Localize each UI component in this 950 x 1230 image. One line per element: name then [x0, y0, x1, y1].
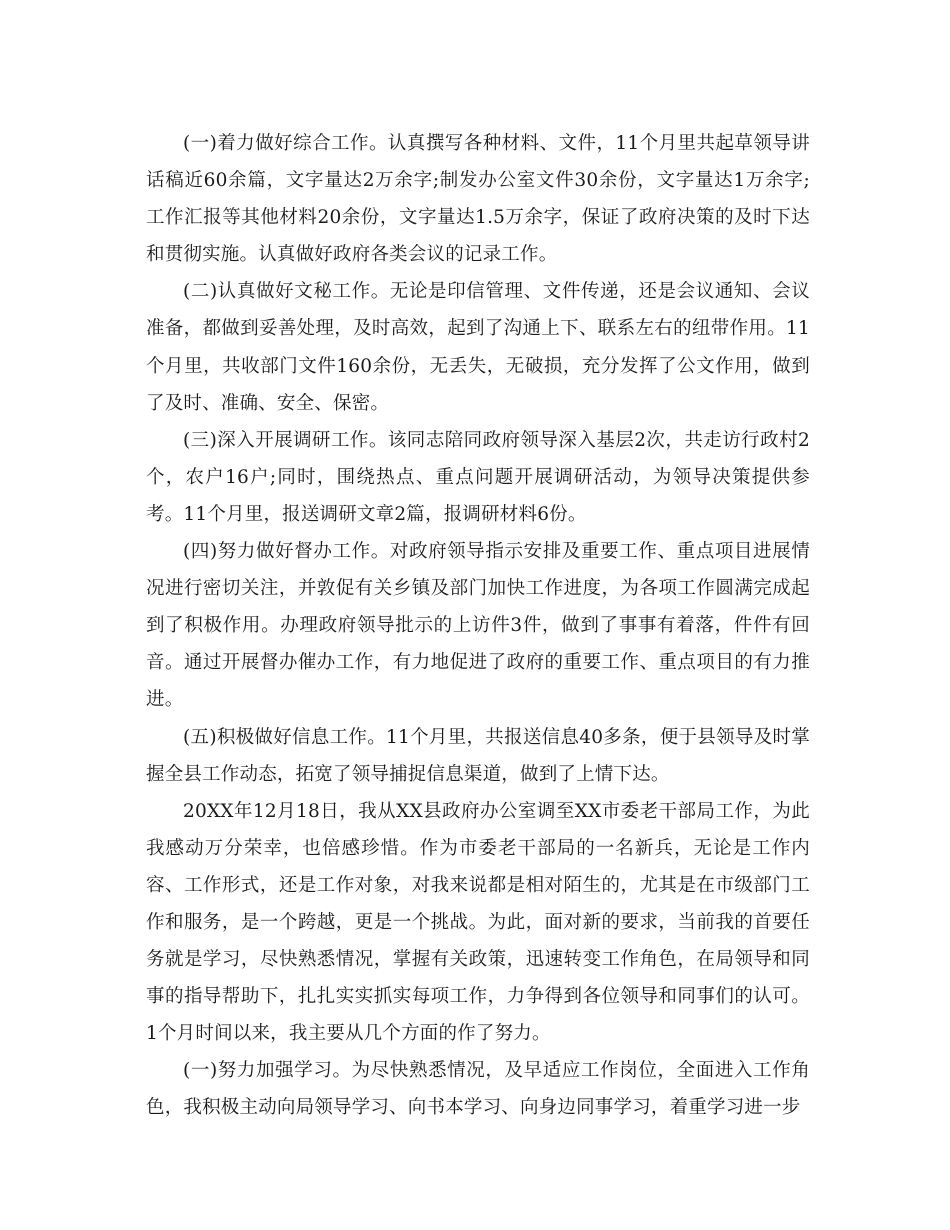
paragraph-supervision-work: (四)努力做好督办工作。对政府领导指示安排及重要工作、重点项目进展情况进行密切关注，并敦促有关乡镇及部门加快工作进度，为各项工作圆满完成起到了积极作用。办理政府领导批示的上访件3件，做到了事事有着落，件件有回音。通过开展督办催办工作，有力地促进了政府的重要工作、重点项目的有力推进。 — [146, 541, 810, 711]
paragraph-research-work: (三)深入开展调研工作。该同志陪同政府领导深入基层2次，共走访行政村2个，农户16户;同时，围绕热点、重点问题开展调研活动，为领导决策提供参考。11个月里，报送调研文章2篇，报调研材料6份。 — [146, 429, 810, 525]
paragraph-transfer-statement: 20XX年12月18日，我从XX县政府办公室调至XX市委老干部局工作，为此我感动万分荣幸，也倍感珍惜。作为市委老干部局的一名新兵，无论是工作内容、工作形式，还是工作对象，对我来说都是相对陌生的，尤其是在市级部门工作和服务，是一个跨越，更是一个挑战。为此，面对新的要求，当前我的首要任务就是学习，尽快熟悉情况，掌握有关政策，迅速转变工作角色，在局领导和同事的指导帮助下，扎扎实实抓实每项工作，力争得到各位领导和同事们的认可。1个月时间以来，我主要从几个方面的作了努力。 — [146, 800, 810, 1045]
paragraph-secretarial-work: (二)认真做好文秘工作。无论是印信管理、文件传递，还是会议通知、会议准备，都做到妥善处理，及时高效，起到了沟通上下、联系左右的纽带作用。11个月里，共收部门文件160余份，无丢失，无破损，充分发挥了公文作用，做到了及时、准确、安全、保密。 — [146, 281, 810, 414]
document-body — [146, 125, 810, 1127]
paragraph-study-effort: (一)努力加强学习。为尽快熟悉情况，及早适应工作岗位，全面进入工作角色，我积极主动向局领导学习、向书本学习、向身边同事学习，着重学习进一步 — [146, 1060, 810, 1119]
paragraph-information-work: (五)积极做好信息工作。11个月里，共报送信息40多条，便于县领导及时掌握全县工作动态，拓宽了领导捕捉信息渠道，做到了上情下达。 — [146, 726, 810, 785]
paragraph-comprehensive-work: (一)着力做好综合工作。认真撰写各种材料、文件，11个月里共起草领导讲话稿近60余篇，文字量达2万余字;制发办公室文件30余份，文字量达1万余字;工作汇报等其他材料20余份，文字量达1.5万余字，保证了政府决策的及时下达和贯彻实施。认真做好政府各类会议的记录工作。 — [146, 133, 810, 266]
